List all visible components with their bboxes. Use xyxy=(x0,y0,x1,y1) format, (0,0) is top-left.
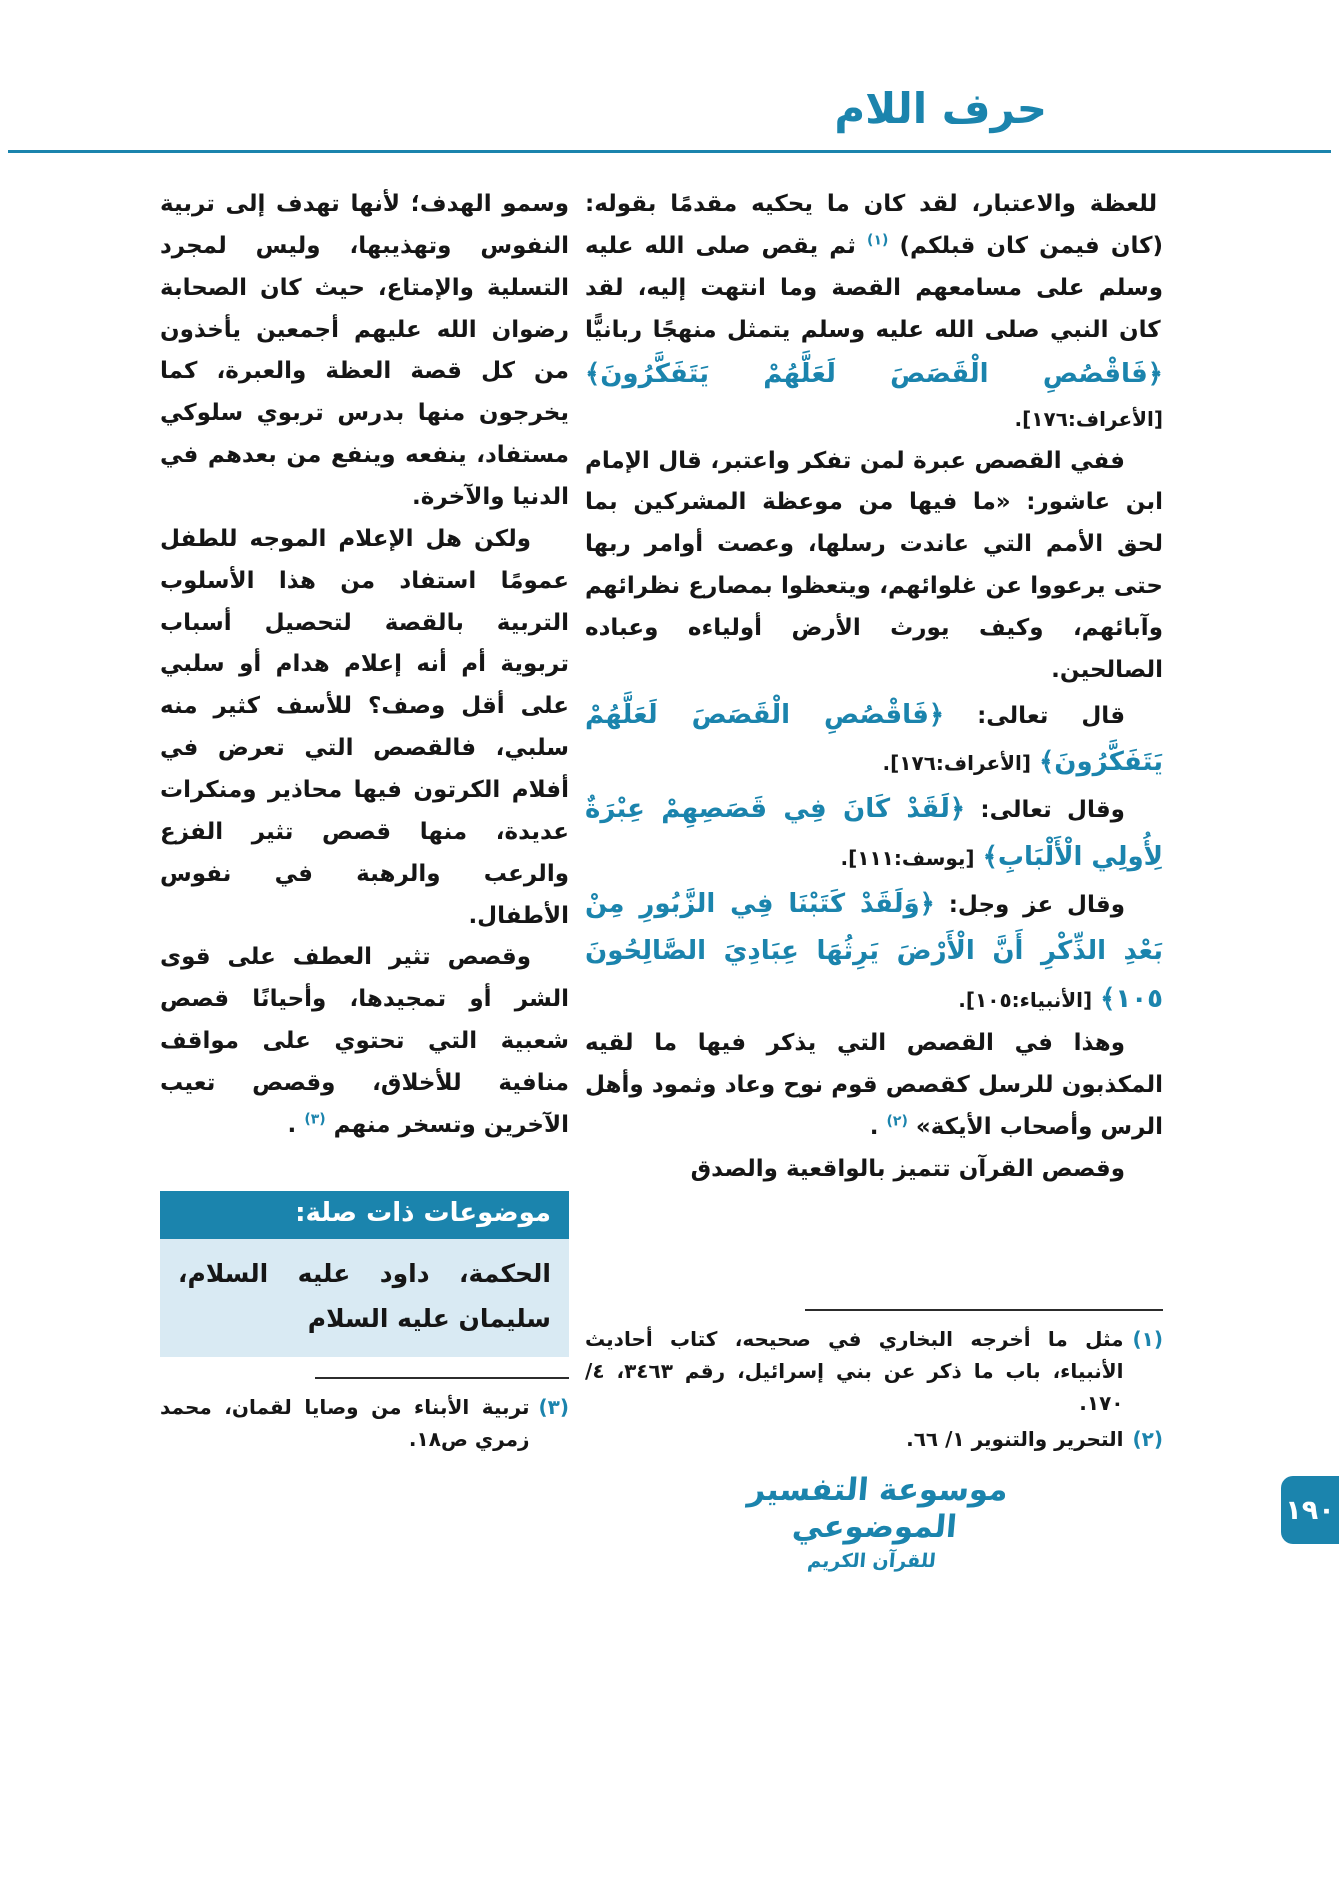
body-text: ثم يقص صلى الله عليه وسلم على مسامعهم القصة وما انتهت إليه، لقد كان النبي صلى الله عليه وسلم يتمثل منهجًا ربانيًّا xyxy=(585,232,1163,343)
footnote-text: التحرير والتنوير ١/ ٦٦. xyxy=(906,1427,1124,1451)
column-left xyxy=(160,184,569,1459)
body-text: قال تعالى: xyxy=(944,702,1126,729)
footnote-text: تربية الأبناء من وصايا لقمان، محمد زمري ص١٨. xyxy=(160,1395,530,1451)
footnote-number: (١) xyxy=(1132,1327,1163,1351)
content-area xyxy=(160,184,1163,1459)
paragraph-right-4 xyxy=(585,786,1163,881)
paragraph-right-7: وقصص القرآن تتميز بالواقعية والصدق xyxy=(690,1155,1125,1182)
header-divider xyxy=(8,150,1331,153)
body-text: للعظة والاعتبار، لقد كان ما يحكيه مقدمًا بقوله: xyxy=(585,191,1158,217)
verse-reference: [الأعراف:١٧٦]. xyxy=(882,751,1031,776)
section-title-calligraphy: حرف اللام xyxy=(834,84,1047,133)
footnote-marker-3: (٣) xyxy=(304,1111,326,1128)
quran-verse: ﴿فَاقْصُصِ الْقَصَصَ لَعَلَّهُمْ يَتَفَكَّرُونَ﴾ xyxy=(585,359,1163,390)
paragraph-right-3 xyxy=(585,692,1163,787)
paragraph-left-1: وسمو الهدف؛ لأنها تهدف إلى تربية النفوس وتهذيبها، وليس لمجرد التسلية والإمتاع، حيث كان الصحابة رضوان الله عليهم أجمعين يأخذون من كل قصة العظة والعبرة، كما يخرجون منها بدرس تربوي سلوكي مستفاد، ينفعه وينفع من بعدهم في الدنيا والآخرة. xyxy=(160,191,569,511)
body-text: وهذا في القصص التي يذكر فيها ما لقيه المكذبون للرسل كقصص قوم نوح وعاد وثمود وأهل الرس وأصحاب الأيكة» xyxy=(585,1029,1163,1140)
body-text: وقصص تثير العطف على قوى الشر أو تمجيدها، وأحيانًا قصص شعبية التي تحتوي على مواقف منافية للأخلاق، وقصص تعيب الآخرين وتسخر منهم xyxy=(160,944,569,1138)
paragraph-left-3 xyxy=(160,937,569,1146)
related-topics-box xyxy=(160,1191,569,1357)
verse-reference: [الأعراف:١٧٦]. xyxy=(1014,406,1163,431)
page-footer xyxy=(0,1468,1339,1588)
body-text: . xyxy=(287,1111,297,1138)
related-topics-title: موضوعات ذات صلة: xyxy=(160,1191,569,1239)
body-text: وقال تعالى: xyxy=(965,797,1125,824)
footnote-item xyxy=(585,1423,1163,1455)
footnote-divider xyxy=(315,1377,569,1379)
publisher-logo xyxy=(736,1472,1015,1572)
page-header xyxy=(834,84,1047,133)
column-right xyxy=(585,184,1163,1459)
verse-reference: [الأنبياء:١٠٥]. xyxy=(958,987,1093,1012)
paragraph-right-6 xyxy=(585,1023,1163,1149)
footnote-number: (٢) xyxy=(1132,1427,1163,1451)
verse-reference: [يوسف:١١١]. xyxy=(840,845,975,870)
footnote-item xyxy=(160,1391,569,1455)
body-text: . xyxy=(869,1113,879,1140)
paragraph-right-1 xyxy=(585,184,1163,441)
logo-text-main: موسوعة التفسير الموضوعي xyxy=(746,1472,1010,1546)
page-number: ١٩٠ xyxy=(1285,1494,1335,1526)
paragraph-right-5 xyxy=(585,881,1163,1023)
footnote-marker-2: (٢) xyxy=(886,1113,908,1130)
hadith-quote: (كان فيمن كان قبلكم) xyxy=(899,232,1163,259)
footnotes-right xyxy=(585,1295,1163,1459)
page-number-badge xyxy=(1281,1476,1339,1544)
footnote-marker-1: (١) xyxy=(867,232,889,249)
paragraph-left-2: ولكن هل الإعلام الموجه للطفل عمومًا استفاد من هذا الأسلوب التربية بالقصة لتحصيل أسباب تربوية أم أنه إعلام هدام أو سلبي على أقل وصف؟ للأسف كثير منه سلبي، فالقصص التي تعرض في أفلام الكرتون فيها محاذير ومنكرات عديدة، منها قصص تثير الفزع والرعب والرهبة في نفوس الأطفال. xyxy=(160,525,569,929)
footnote-text: مثل ما أخرجه البخاري في صحيحه، كتاب أحاديث الأنبياء، باب ما ذكر عن بني إسرائيل، رقم ٣٤٦٣، ٤/ ١٧٠. xyxy=(585,1327,1124,1415)
footnote-divider xyxy=(805,1309,1163,1311)
quran-verse: ﴿لَقَدْ كَانَ فِي قَصَصِهِمْ عِبْرَةٌ لِأُولِي الْأَلْبَابِ﴾ xyxy=(585,794,1163,872)
logo-text-sub: للقرآن الكريم xyxy=(806,1550,937,1573)
footnote-number: (٣) xyxy=(538,1395,569,1419)
quran-verse: ﴿وَلَقَدْ كَتَبْنَا فِي الزَّبُورِ مِنْ بَعْدِ الذِّكْرِ أَنَّ الْأَرْضَ يَرِثُهَا عِبَادِيَ الصَّالِحُونَ ١٠٥﴾ xyxy=(585,889,1163,1014)
paragraph-right-2: ففي القصص عبرة لمن تفكر واعتبر، قال الإمام ابن عاشور: «ما فيها من موعظة المشركين بما لحق الأمم التي عاندت رسلها، وعصت أوامر ربها حتى يرعووا عن غلوائهم، ويتعظوا بمصارع نظرائهم وآبائهم، وكيف يورث الأرض أولياءه وعباده الصالحين. xyxy=(585,447,1163,683)
body-text: وقال عز وجل: xyxy=(934,892,1125,919)
footnote-item xyxy=(585,1323,1163,1419)
footnotes-left xyxy=(160,1363,569,1459)
quran-verse: ﴿فَاقْصُصِ الْقَصَصَ لَعَلَّهُمْ يَتَفَكَّرُونَ﴾ xyxy=(585,699,1163,778)
related-topics-content: الحكمة، داود عليه السلام، سليمان عليه السلام xyxy=(160,1239,569,1357)
